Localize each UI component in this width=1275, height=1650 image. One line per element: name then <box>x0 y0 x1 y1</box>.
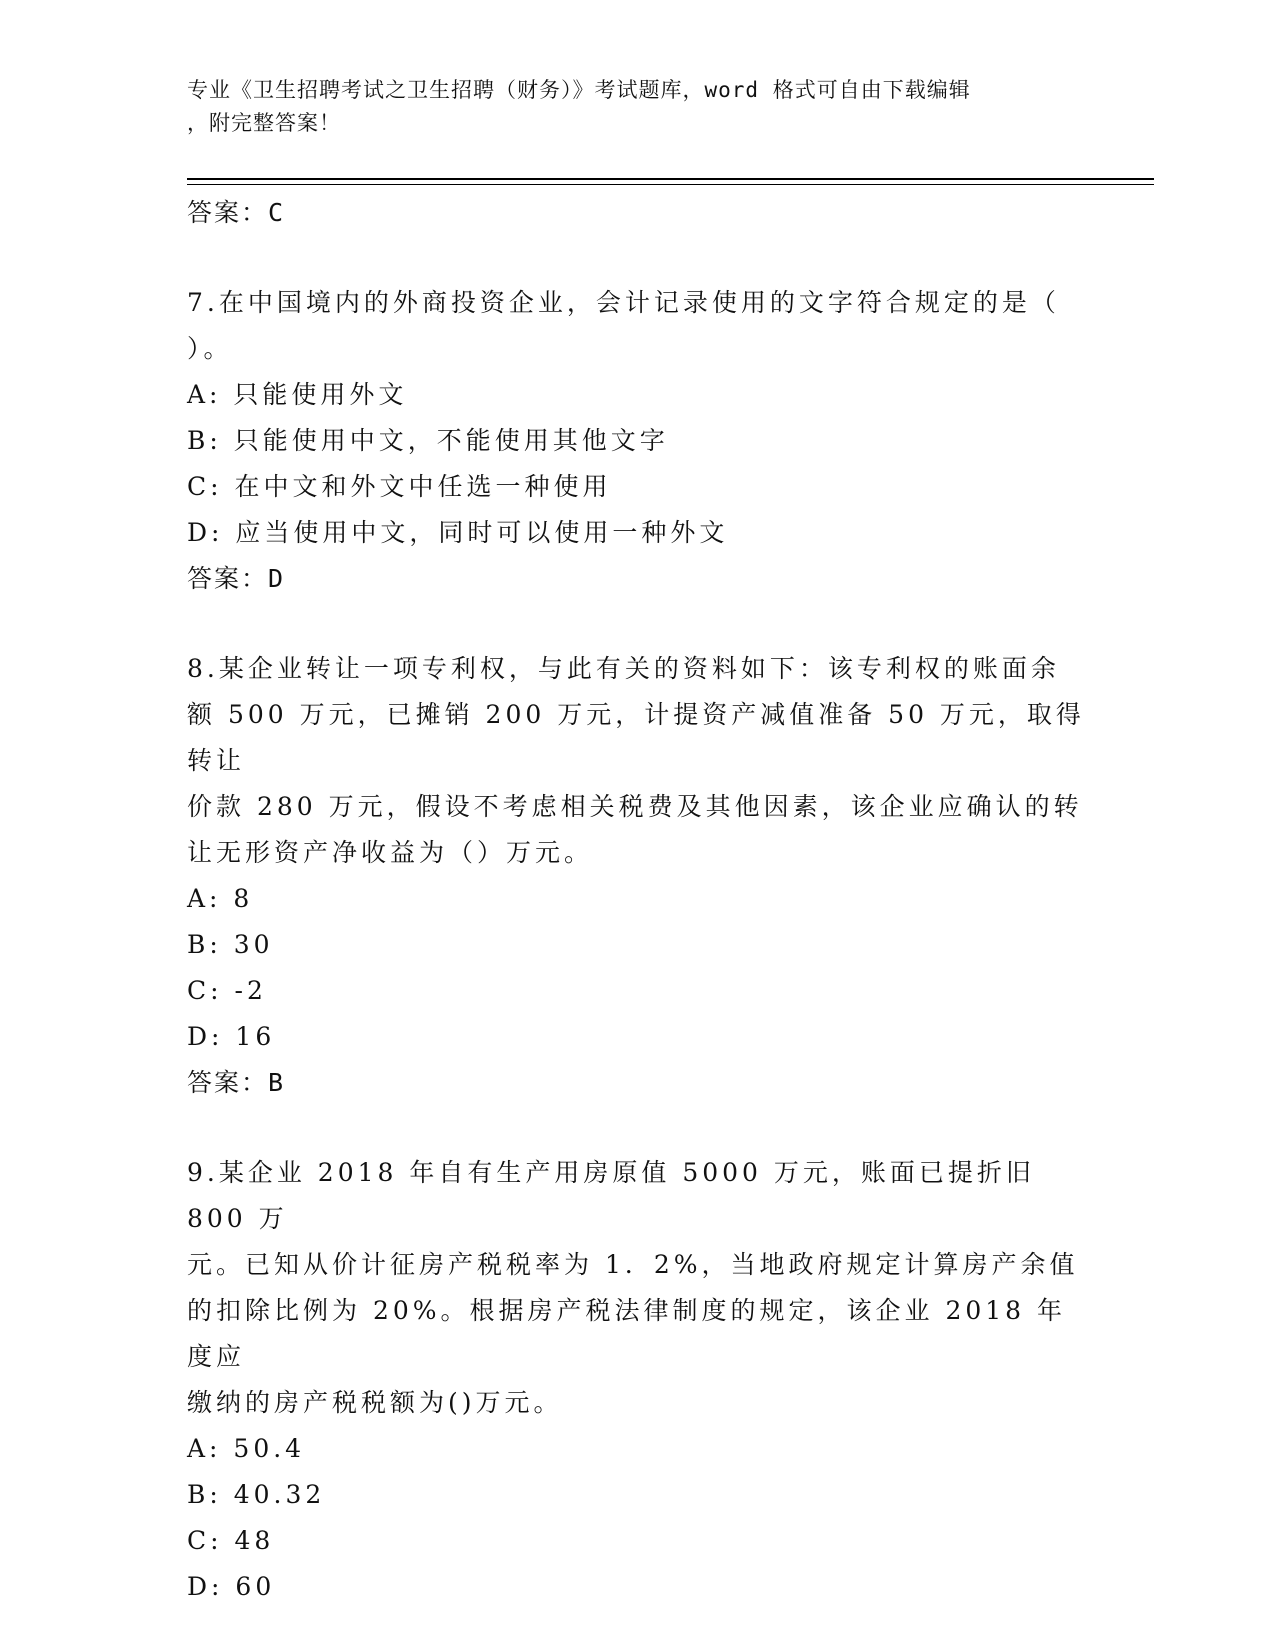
question-9-option-b: B: 40.32 <box>187 1480 326 1509</box>
question-7-line-2: ）。 <box>187 334 233 363</box>
header-line-2: ，附完整答案！ <box>187 111 341 135</box>
previous-answer: 答案：C <box>187 198 286 227</box>
header-divider-thin <box>187 184 1154 185</box>
question-8-answer: 答案：B <box>187 1068 286 1097</box>
question-8-option-d: D: 16 <box>187 1022 276 1051</box>
question-9 <box>187 1150 1087 1610</box>
question-9-line-3: 的扣除比例为 20%。根据房产税法律制度的规定，该企业 2018 年度应 <box>187 1296 1067 1371</box>
question-8-line-1: 8.某企业转让一项专利权，与此有关的资料如下：该专利权的账面余 <box>187 654 1060 683</box>
question-9-option-a: A: 50.4 <box>187 1434 306 1463</box>
header-line-1: 专业《卫生招聘考试之卫生招聘（财务）》考试题库，word 格式可自由下载编辑 <box>187 78 971 102</box>
question-8 <box>187 646 1087 1106</box>
question-9-option-c: C: 48 <box>187 1526 275 1555</box>
header-divider-thick <box>187 178 1154 180</box>
question-9-line-4: 缴纳的房产税税额为()万元。 <box>187 1388 563 1417</box>
question-8-option-a: A: 8 <box>187 884 254 913</box>
question-list <box>187 190 1087 1610</box>
question-7-option-a: A: 只能使用外文 <box>187 380 408 409</box>
question-9-line-1: 9.某企业 2018 年自有生产用房原值 5000 万元，账面已提折旧 800 万 <box>187 1158 1035 1233</box>
question-7-option-d: D: 应当使用中文，同时可以使用一种外文 <box>187 518 729 547</box>
question-9-line-2: 元。已知从价计征房产税税率为 1．2%，当地政府规定计算房产余值 <box>187 1250 1079 1279</box>
question-8-option-b: B: 30 <box>187 930 274 959</box>
page-header <box>187 74 1067 140</box>
question-7-option-b: B: 只能使用中文，不能使用其他文字 <box>187 426 669 455</box>
question-8-line-4: 让无形资产净收益为（）万元。 <box>187 838 594 867</box>
question-8-option-c: C: -2 <box>187 976 267 1005</box>
question-7 <box>187 280 1087 602</box>
question-9-option-d: D: 60 <box>187 1572 276 1601</box>
question-8-line-3: 价款 280 万元，假设不考虑相关税费及其他因素，该企业应确认的转 <box>187 792 1083 821</box>
question-7-option-c: C: 在中文和外文中任选一种使用 <box>187 472 612 501</box>
question-7-line-1: 7.在中国境内的外商投资企业，会计记录使用的文字符合规定的是（ <box>187 288 1060 317</box>
question-8-line-2: 额 500 万元，已摊销 200 万元，计提资产减值准备 50 万元，取得转让 <box>187 700 1085 775</box>
question-7-answer: 答案：D <box>187 564 286 593</box>
